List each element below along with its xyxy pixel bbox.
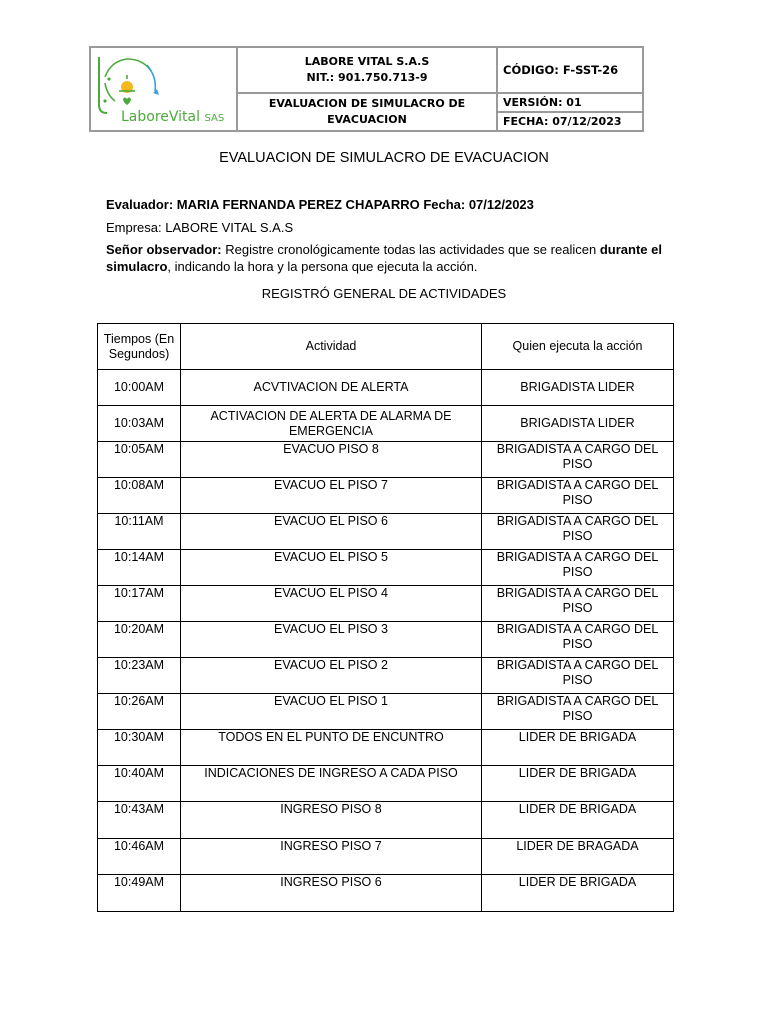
cell-actividad: TODOS EN EL PUNTO DE ENCUNTRO (181, 730, 482, 766)
cell-actividad: EVACUO EL PISO 2 (181, 658, 482, 694)
version-label: VERSIÓN: 01 (498, 94, 642, 113)
cell-actividad: EVACUO EL PISO 7 (181, 478, 482, 514)
observador-text-1: Registre cronológicamente todas las actividades que se realicen (221, 242, 600, 257)
cell-tiempo: 10:20AM (98, 622, 181, 658)
header-actividad: Actividad (181, 324, 482, 370)
cell-quien: BRIGADISTA A CARGO DEL PISO (482, 586, 674, 622)
cell-actividad: EVACUO EL PISO 4 (181, 586, 482, 622)
observador-label: Señor observador: (106, 242, 222, 257)
cell-quien: BRIGADISTA LIDER (482, 370, 674, 406)
empresa-line: Empresa: LABORE VITAL S.A.S (106, 220, 294, 235)
table-row (98, 766, 674, 802)
observador-paragraph (106, 241, 662, 275)
header-tiempos: Tiempos (En Segundos) (98, 324, 181, 370)
table-row (98, 370, 674, 406)
observador-text-2: , indicando la hora y la persona que ejecuta la acción. (167, 259, 478, 274)
evaluador-line: Evaluador: MARIA FERNANDA PEREZ CHAPARRO Fecha: 07/12/2023 (106, 197, 534, 212)
company-nit: NIT.: 901.750.713-9 (306, 71, 428, 84)
cell-tiempo: 10:17AM (98, 586, 181, 622)
cell-actividad: EVACUO EL PISO 5 (181, 550, 482, 586)
cell-tiempo: 10:23AM (98, 658, 181, 694)
cell-quien: BRIGADISTA A CARGO DEL PISO (482, 658, 674, 694)
cell-quien: BRIGADISTA A CARGO DEL PISO (482, 478, 674, 514)
document-header (89, 46, 644, 132)
cell-actividad: INGRESO PISO 6 (181, 875, 482, 912)
cell-quien: LIDER DE BRIGADA (482, 766, 674, 802)
registro-title: REGISTRÓ GENERAL DE ACTIVIDADES (261, 286, 507, 301)
cell-tiempo: 10:11AM (98, 514, 181, 550)
doc-title-cell (237, 93, 497, 131)
table-row (98, 694, 674, 730)
cell-quien: LIDER DE BRIGADA (482, 730, 674, 766)
activities-table (97, 323, 674, 912)
cell-tiempo: 10:40AM (98, 766, 181, 802)
cell-quien: BRIGADISTA A CARGO DEL PISO (482, 694, 674, 730)
cell-tiempo: 10:43AM (98, 802, 181, 839)
observador-bold: durante el simulacro (106, 242, 662, 274)
table-row (98, 550, 674, 586)
cell-actividad: ACTIVACION DE ALERTA DE ALARMA DE EMERGENCIA (181, 406, 482, 442)
table-row (98, 514, 674, 550)
codigo-cell: CÓDIGO: F-SST-26 (497, 47, 643, 93)
cell-actividad: INGRESO PISO 8 (181, 802, 482, 839)
cell-quien: BRIGADISTA A CARGO DEL PISO (482, 622, 674, 658)
cell-quien: LIDER DE BRIGADA (482, 802, 674, 839)
cell-quien: LIDER DE BRAGADA (482, 839, 674, 875)
cell-quien: BRIGADISTA A CARGO DEL PISO (482, 514, 674, 550)
logo-sas: SAS (204, 112, 225, 124)
table-row (98, 586, 674, 622)
table-row (98, 442, 674, 478)
table-row (98, 622, 674, 658)
cell-actividad: ACVTIVACION DE ALERTA (181, 370, 482, 406)
table-row (98, 730, 674, 766)
cell-tiempo: 10:46AM (98, 839, 181, 875)
table-row (98, 658, 674, 694)
cell-actividad: INGRESO PISO 7 (181, 839, 482, 875)
header-quien: Quien ejecuta la acción (482, 324, 674, 370)
cell-quien: BRIGADISTA LIDER (482, 406, 674, 442)
page-title: EVALUACION DE SIMULACRO DE EVACUACION (219, 150, 549, 166)
cell-actividad: EVACUO PISO 8 (181, 442, 482, 478)
cell-quien: BRIGADISTA A CARGO DEL PISO (482, 442, 674, 478)
table-row (98, 478, 674, 514)
table-row (98, 406, 674, 442)
cell-tiempo: 10:14AM (98, 550, 181, 586)
cell-tiempo: 10:03AM (98, 406, 181, 442)
logo-wordmark: LaboreVital (121, 108, 201, 125)
cell-tiempo: 10:26AM (98, 694, 181, 730)
cell-quien: BRIGADISTA A CARGO DEL PISO (482, 550, 674, 586)
company-logo (91, 49, 236, 130)
cell-tiempo: 10:05AM (98, 442, 181, 478)
cell-quien: LIDER DE BRIGADA (482, 875, 674, 912)
cell-tiempo: 10:08AM (98, 478, 181, 514)
doc-title: EVALUACION DE SIMULACRO DE EVACUACION (268, 97, 466, 126)
cell-actividad: EVACUO EL PISO 3 (181, 622, 482, 658)
cell-tiempo: 10:49AM (98, 875, 181, 912)
company-name: LABORE VITAL S.A.S (304, 55, 430, 68)
table-row (98, 802, 674, 839)
company-cell (237, 47, 497, 93)
cell-tiempo: 10:30AM (98, 730, 181, 766)
activities-body (98, 370, 674, 912)
table-row (98, 839, 674, 875)
fecha-label: FECHA: 07/12/2023 (503, 115, 622, 128)
logo-cell (90, 47, 237, 131)
table-row (98, 875, 674, 912)
cell-actividad: EVACUO EL PISO 1 (181, 694, 482, 730)
cell-actividad: INDICACIONES DE INGRESO A CADA PISO (181, 766, 482, 802)
table-header-row (98, 324, 674, 370)
cell-actividad: EVACUO EL PISO 6 (181, 514, 482, 550)
cell-tiempo: 10:00AM (98, 370, 181, 406)
